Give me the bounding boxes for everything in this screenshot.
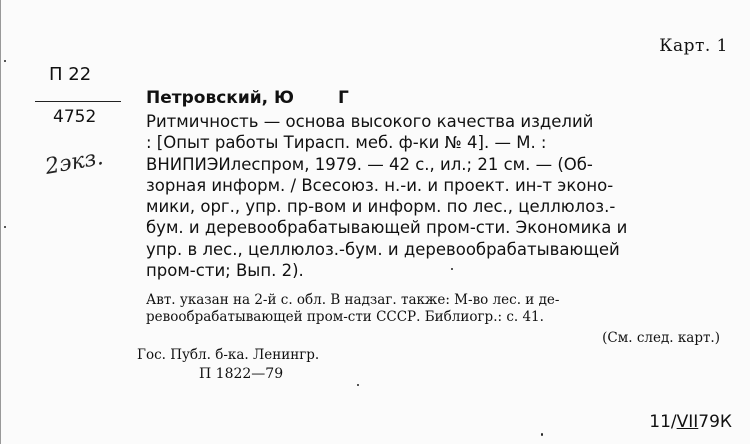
- shelf-divider: [35, 101, 121, 102]
- description-line: пром-сти; Вып. 2).: [146, 261, 304, 281]
- stamp-month: VII: [676, 412, 699, 432]
- scan-speck: [541, 433, 543, 436]
- card-number: Карт. 1: [659, 36, 728, 56]
- stamp-suffix: 79К: [698, 412, 732, 432]
- stamp-prefix: 11/: [649, 412, 677, 432]
- note-line: ревообрабатывающей пром-сти СССР. Библиогр.: с. 41.: [146, 309, 544, 325]
- bibliographic-description: [146, 111, 724, 281]
- note-line: Авт. указан на 2-й с. обл. В надзаг. также: М-во лес. и де-: [146, 292, 560, 308]
- author-name: Петровский, Ю: [146, 88, 294, 108]
- description-line: мики, орг., упр. пр-вом и информ. по лес., целлюлоз.-: [146, 197, 616, 217]
- scan-speck: [357, 384, 359, 386]
- shelf-code: П 22: [49, 64, 92, 85]
- library-name: Гос. Публ. б-ка. Ленингр.: [137, 347, 320, 363]
- scan-speck: [451, 268, 453, 270]
- description-line: ВНИПИЭИлеспром, 1979. — 42 с., ил.; 21 см. — (Об-: [146, 154, 593, 174]
- scan-speck: [4, 60, 6, 62]
- inventory-number: 4752: [53, 107, 97, 127]
- description-line: упр. в лес., целлюлоз.-бум. и деревообрабатывающей: [146, 239, 620, 259]
- description-line: бум. и деревообрабатывающей пром-сти. Экономика и: [146, 218, 628, 238]
- author-heading: [146, 88, 349, 108]
- description-line: : [Опыт работы Тирасп. меб. ф-ки № 4]. — М. :: [146, 133, 547, 153]
- date-stamp: [649, 412, 732, 432]
- bibliographic-note: [146, 292, 724, 326]
- description-line: зорная информ. / Всесоюз. н.-и. и проект. ин-т эконо-: [146, 175, 614, 195]
- description-line: Ритмичность — основа высокого качества изделий: [146, 112, 594, 131]
- continuation-note: (См. след. карт.): [602, 330, 720, 346]
- scan-speck: [4, 226, 6, 228]
- handwritten-note: 2экз.: [43, 145, 106, 180]
- print-number: П 1822—79: [199, 366, 284, 382]
- author-initial: Г: [338, 88, 349, 108]
